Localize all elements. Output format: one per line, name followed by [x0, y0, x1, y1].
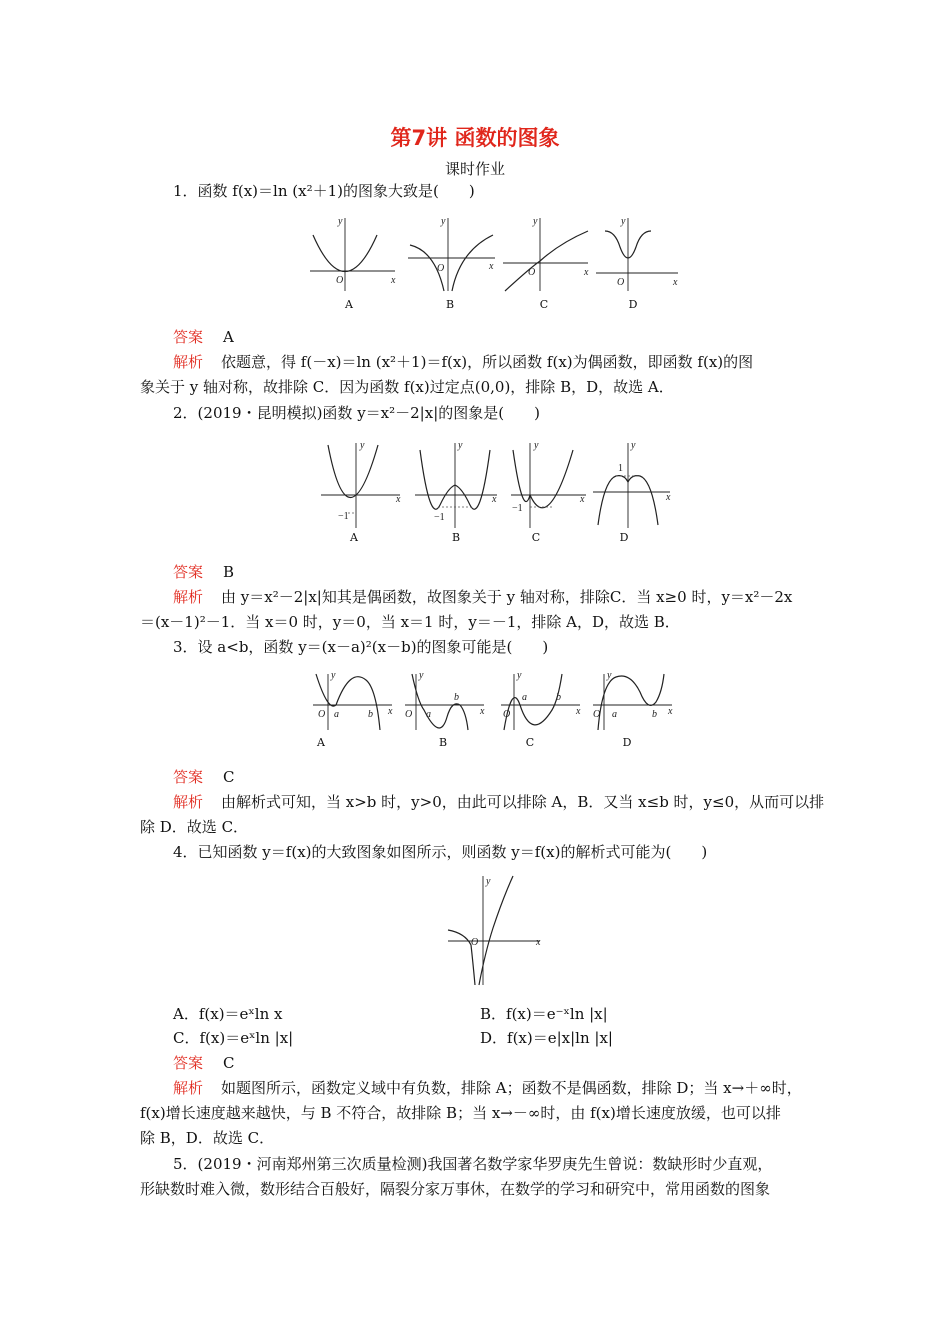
q3-graph-d — [590, 672, 675, 732]
origin-label: O — [471, 937, 479, 948]
q1-option-d-label: D — [628, 298, 638, 311]
tick-b: b — [556, 692, 561, 703]
q1-graph-c — [500, 213, 595, 293]
q3-analysis-cont: 除 D．故选 C． — [140, 818, 249, 836]
y-axis-label: y — [360, 440, 365, 451]
q5-stem-line2: 形缺数时难入微，数形结合百般好，隔裂分家万事休，在数学的学习和研究中，常用函数的图象 — [140, 1180, 771, 1198]
q1-answer — [173, 326, 234, 348]
q1-option-a-label: A — [345, 298, 353, 311]
q2-graph-a — [318, 440, 403, 530]
analysis-label: 解析 — [173, 793, 204, 811]
q3-graph-b — [402, 672, 487, 732]
q3-graph-a — [310, 672, 395, 732]
q4-graph — [445, 873, 545, 988]
q4-analysis — [173, 1077, 802, 1099]
q3-option-a-label: A — [317, 736, 325, 749]
x-axis-label: x — [536, 937, 541, 948]
q1-analysis-cont: 象关于 y 轴对称，故排除 C．因为函数 f(x)过定点(0,0)，排除 B，D，故选 A． — [140, 378, 674, 396]
q2-option-a-label: A — [350, 531, 358, 544]
origin-label: O — [318, 709, 326, 720]
x-axis-label: x — [580, 494, 585, 505]
y-axis-label: y — [517, 670, 522, 681]
tick-neg1: −1 — [512, 503, 523, 514]
q2-answer — [173, 561, 234, 583]
answer-value: B — [223, 563, 235, 581]
x-axis-label: x — [480, 706, 485, 717]
q4-option-d: D．f(x)＝e|x|ln |x| — [480, 1029, 613, 1047]
q5-stem-line1: 5．(2019・河南郑州第三次质量检测)我国著名数学家华罗庚先生曾说：数缺形时少直观， — [173, 1155, 773, 1173]
q1-analysis — [173, 351, 753, 373]
q4-option-a: A．f(x)＝eˣln x — [173, 1005, 283, 1023]
analysis-label: 解析 — [173, 1079, 204, 1097]
x-axis-label: x — [391, 275, 396, 286]
answer-label: 答案 — [173, 768, 204, 786]
y-axis-label: y — [621, 216, 626, 227]
analysis-text: 如题图所示，函数定义域中有负数，排除 A；函数不是偶函数，排除 D；当 x→＋∞时， — [221, 1079, 802, 1097]
tick-b: b — [652, 709, 657, 720]
q1-option-c-label: C — [539, 298, 549, 311]
q3-option-b-label: B — [438, 736, 448, 749]
x-axis-label: x — [666, 492, 671, 503]
y-axis-label: y — [338, 216, 343, 227]
q1-option-b-label: B — [445, 298, 455, 311]
y-axis-label: y — [458, 440, 463, 451]
x-axis-label: x — [668, 706, 673, 717]
page-title: 第7讲 函数的图象 — [390, 126, 560, 150]
q1-graph-a — [305, 213, 400, 293]
tick-a: a — [426, 709, 431, 720]
page-subtitle: 课时作业 — [444, 160, 505, 178]
q3-stem: 3．设 a<b，函数 y＝(x－a)²(x－b)的图象可能是( ) — [173, 638, 549, 656]
q4-analysis-cont2: 除 B，D．故选 C． — [140, 1129, 275, 1147]
x-axis-label: x — [576, 706, 581, 717]
q2-graph-d — [590, 440, 675, 530]
origin-label: O — [593, 709, 601, 720]
q4-analysis-cont1: f(x)增长速度越来越快，与 B 不符合，故排除 B；当 x→－∞时，由 f(x)增长速度放缓，也可以排 — [140, 1104, 781, 1122]
answer-label: 答案 — [173, 1054, 204, 1072]
q2-stem: 2．(2019・昆明模拟)函数 y＝x²－2|x|的图象是( ) — [173, 404, 540, 422]
x-axis-label: x — [396, 494, 401, 505]
q3-answer — [173, 766, 234, 788]
q2-analysis-cont: ＝(x－1)²－1．当 x＝0 时，y＝0，当 x＝1 时，y＝－1，排除 A，D，故选 B． — [140, 613, 680, 631]
answer-label: 答案 — [173, 563, 204, 581]
y-axis-label: y — [631, 440, 636, 451]
q2-graph-b — [412, 440, 502, 530]
y-axis-label: y — [419, 670, 424, 681]
answer-label: 答案 — [173, 328, 204, 346]
tick-b: b — [368, 709, 373, 720]
origin-label: O — [405, 709, 413, 720]
q2-analysis — [173, 586, 792, 608]
origin-label: O — [528, 267, 536, 278]
x-axis-label: x — [388, 706, 393, 717]
analysis-text: 依题意，得 f(－x)＝ln (x²＋1)＝f(x)，所以函数 f(x)为偶函数，即函数 f(x)的图 — [221, 353, 754, 371]
x-axis-label: x — [489, 261, 494, 272]
y-axis-label: y — [607, 670, 612, 681]
x-axis-label: x — [673, 277, 678, 288]
y-axis-label: y — [534, 440, 539, 451]
q2-option-d-label: D — [619, 531, 629, 544]
analysis-label: 解析 — [173, 588, 204, 606]
origin-label: O — [503, 709, 511, 720]
y-axis-label: y — [486, 876, 491, 887]
analysis-text: 由解析式可知，当 x>b 时，y>0，由此可以排除 A，B．又当 x≤b 时，y≤0，从而可以排 — [221, 793, 825, 811]
x-axis-label: x — [492, 494, 497, 505]
q4-stem: 4．已知函数 y＝f(x)的大致图象如图所示，则函数 y＝f(x)的解析式可能为( ) — [173, 843, 708, 861]
q3-option-c-label: C — [525, 736, 535, 749]
tick-a: a — [334, 709, 339, 720]
q1-graph-b — [405, 213, 500, 293]
tick-one: 1 — [618, 463, 623, 474]
y-axis-label: y — [533, 216, 538, 227]
tick-a: a — [612, 709, 617, 720]
tick-neg1: −1 — [434, 512, 445, 523]
x-axis-label: x — [584, 267, 589, 278]
analysis-text: 由 y＝x²－2|x|知其是偶函数，故图象关于 y 轴对称，排除C．当 x≥0 时，y＝x²－2x — [221, 588, 793, 606]
q2-option-c-label: C — [531, 531, 541, 544]
tick-a: a — [522, 692, 527, 703]
answer-value: A — [223, 328, 234, 346]
origin-label: O — [336, 275, 344, 286]
origin-label: O — [437, 263, 445, 274]
q4-option-c: C．f(x)＝eˣln |x| — [173, 1029, 294, 1047]
q2-option-b-label: B — [451, 531, 461, 544]
analysis-label: 解析 — [173, 353, 204, 371]
origin-label: O — [617, 277, 625, 288]
tick-b: b — [454, 692, 459, 703]
y-axis-label: y — [331, 670, 336, 681]
q4-answer — [173, 1052, 234, 1074]
y-axis-label: y — [441, 216, 446, 227]
q4-option-b: B．f(x)＝e⁻ˣln |x| — [480, 1005, 608, 1023]
q2-graph-c — [508, 440, 588, 530]
q1-graph-d — [593, 213, 688, 293]
q3-option-d-label: D — [622, 736, 632, 749]
answer-value: C — [223, 1054, 235, 1072]
answer-value: C — [223, 768, 235, 786]
q3-analysis — [173, 791, 824, 813]
q3-graph-c — [498, 672, 583, 732]
tick-neg1: −1 — [338, 511, 349, 522]
q1-stem: 1．函数 f(x)＝ln (x²＋1)的图象大致是( ) — [173, 182, 475, 200]
